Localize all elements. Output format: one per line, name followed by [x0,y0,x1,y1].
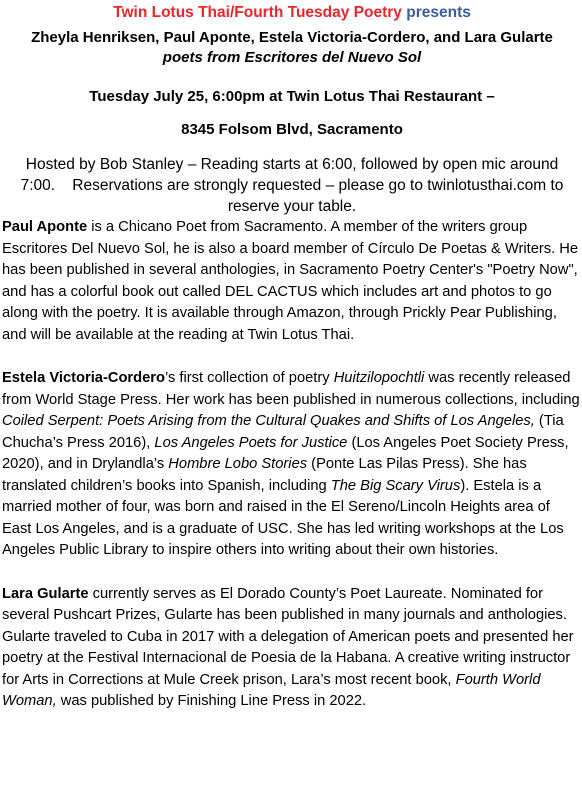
bio-text: was published by Finishing Line Press in 2022. [56,693,367,709]
bio-name: Lara Gularte [2,585,89,602]
paragraph-spacer [2,562,582,584]
flyer-page [0,3,582,713]
bio-text: (Los Angeles Poet Society Press, 2020), and in Drylandla’s [2,434,569,472]
featured-poets [2,27,582,48]
bio-estela-victoria-cordero [2,368,582,562]
bio-text: (Tia Chucha’s Press 2016), [2,413,564,451]
event-address: 8345 Folsom Blvd, Sacramento [181,121,403,138]
book-title: The Big Scary Virus [330,477,461,494]
book-title: Coiled Serpent: Poets Arising from the Cultural Quakes and Shifts of Los Angeles, [2,413,535,429]
book-title: Fourth World Woman, [2,671,541,709]
hosted-info: Hosted by Bob Stanley – Reading starts at 6:00, followed by open mic around 7:00. Reservations are strongly requested – please go to twinlotusthai.com to reserve your table. [20,156,564,215]
book-title: Huitzilopochtli [333,370,425,386]
event-date: Tuesday July 25, 6:00pm at Twin Lotus Thai Restaurant – [89,88,495,105]
book-title: Hombre Lobo Stories [168,456,308,472]
book-title: Los Angeles Poets for Justice [154,434,348,451]
event-header [2,3,582,23]
bio-text: ). Estela is a married mother of four, was born and raised in the El Sereno/Lincoln Heights area of East Los Angeles, and is a graduate of USC. She has led writing workshops at the Los Angeles Public Library to inspire others into writing about their own histories. [2,477,564,558]
bio-text: is a Chicano Poet from Sacramento. A member of the writers group Escritores Del Nuevo Sol, he is also a board member of Círculo De Poetas & Writers. He has been published in several anthologies, in Sacramento Poetry Center's "Poetry Now", and has a colorful book out called DEL CACTUS which includes art and photos to go along with the poetry. It is available through Amazon, through Prickly Pear Publishing, and will be available at the reading at Twin Lotus Thai. [2,219,579,343]
bio-text: (Ponte Las Pilas Press). She has translated children’s books into Spanish, including [2,456,527,494]
bio-name: Paul Aponte [2,219,88,235]
bio-text: ’s first collection of poetry [164,370,334,386]
presents-word: presents [406,4,471,21]
bio-paul-aponte [2,217,582,346]
bio-text: was recently released from World Stage Press. Her work has been published in numerous collections, including [2,370,580,408]
bio-name: Estela Victoria-Cordero [2,370,165,386]
featured-poets-part2: Victoria-Cordero, and Lara Gularte [303,29,553,46]
paragraph-spacer [2,346,582,368]
featured-poets-part1: Zheyla Henriksen, Paul Aponte, Estela [31,29,304,46]
presenter-name: Twin Lotus Thai/Fourth Tuesday Poetry [113,4,402,21]
bio-lara-gularte [2,584,582,713]
poets-subtitle: poets from Escritores del Nuevo Sol [162,49,422,66]
bio-text: currently serves as El Dorado County’s Poet Laureate. Nominated for several Pushcart Prizes, Gularte has been published in many journals and anthologies. Gularte traveled to Cuba in 2017 with a delegation of American poets and presented her poetry at the Festival Internacional de Poesia de la Habana. A creative writing instructor for Arts in Corrections at Mule Creek prison, Lara’s most recent book, [2,585,574,688]
